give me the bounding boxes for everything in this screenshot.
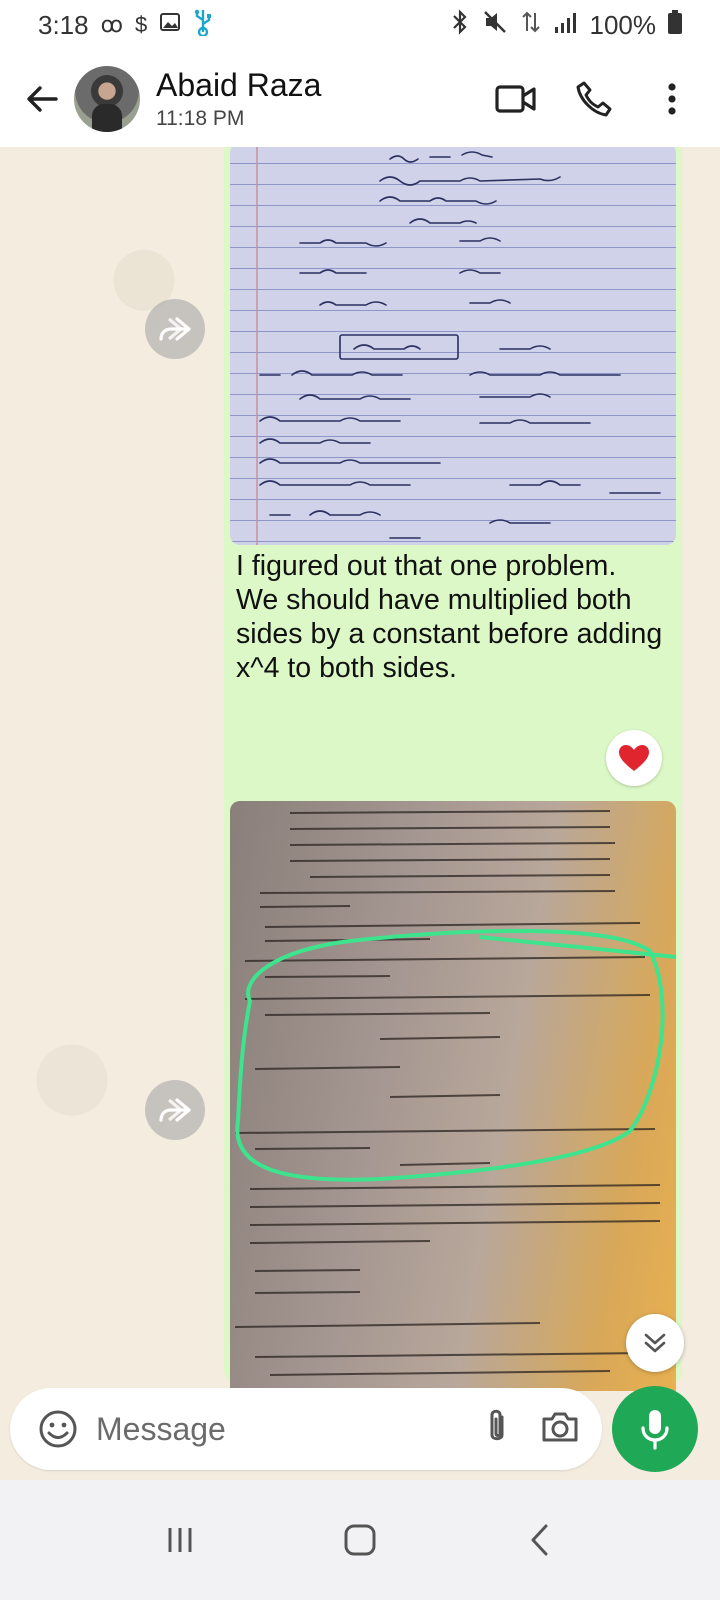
status-left <box>38 8 213 42</box>
textbook-page-image[interactable] <box>230 801 676 1391</box>
usb-icon <box>193 8 213 42</box>
system-navigation-bar <box>0 1480 720 1600</box>
voicemail-icon: ꝏ <box>100 12 124 37</box>
recent-apps-icon <box>165 1525 195 1555</box>
scroll-to-bottom-button[interactable] <box>626 1314 684 1372</box>
message-input[interactable] <box>96 1411 436 1448</box>
battery-level: 100% <box>589 9 656 40</box>
heart-icon <box>618 744 650 772</box>
camera-button[interactable] <box>540 1410 580 1449</box>
home-button[interactable] <box>325 1510 395 1570</box>
emoji-icon <box>38 1409 78 1449</box>
chat-area[interactable] <box>0 147 720 1480</box>
signal-icon <box>554 10 578 41</box>
mute-icon <box>482 9 508 42</box>
outgoing-message-image[interactable] <box>224 795 682 1385</box>
chat-header <box>0 50 720 147</box>
arrow-left-icon <box>24 81 60 117</box>
message-composer <box>10 1388 602 1470</box>
voice-message-button[interactable] <box>612 1386 698 1472</box>
phone-icon <box>575 80 613 118</box>
recent-apps-button[interactable] <box>145 1510 215 1570</box>
camera-icon <box>540 1410 580 1444</box>
heart-reaction[interactable] <box>606 730 662 786</box>
voice-call-button[interactable] <box>570 75 618 123</box>
double-chevron-down-icon <box>642 1330 668 1356</box>
system-back-button[interactable] <box>505 1510 575 1570</box>
avatar[interactable] <box>74 66 140 132</box>
handwritten-notes-image[interactable] <box>230 147 676 545</box>
status-time: 3:18 <box>38 9 89 40</box>
more-vertical-icon <box>667 82 677 116</box>
chevron-left-icon <box>528 1523 552 1557</box>
status-right <box>450 9 683 42</box>
bluetooth-icon <box>450 9 470 42</box>
dollar-icon: $ <box>135 12 148 37</box>
last-seen: 11:18 PM <box>156 106 245 130</box>
handwriting-scribbles <box>230 147 676 545</box>
data-transfer-icon <box>520 9 542 42</box>
home-icon <box>343 1523 377 1557</box>
composer-actions <box>482 1407 580 1452</box>
forward-icon <box>157 315 193 343</box>
forward-button[interactable] <box>145 299 205 359</box>
gallery-icon <box>159 11 181 39</box>
microphone-icon <box>639 1408 671 1450</box>
video-camera-icon <box>495 83 537 115</box>
emoji-button[interactable] <box>28 1399 88 1459</box>
header-actions <box>492 75 696 123</box>
outgoing-message-image-caption[interactable] <box>224 147 682 902</box>
paperclip-icon <box>482 1407 512 1447</box>
attach-button[interactable] <box>482 1407 512 1452</box>
battery-icon <box>668 10 682 41</box>
contact-name: Abaid Raza <box>156 66 322 103</box>
forward-icon <box>157 1096 193 1124</box>
back-button[interactable] <box>10 67 74 131</box>
forward-button[interactable] <box>145 1080 205 1140</box>
status-bar <box>0 0 720 50</box>
contact-info[interactable] <box>156 67 321 131</box>
more-options-button[interactable] <box>648 75 696 123</box>
message-caption: I figured out that one problem. We should have multiplied both sides by a constant before adding x^4 to both sides. <box>236 550 663 684</box>
printed-text-lines <box>230 801 676 1391</box>
video-call-button[interactable] <box>492 75 540 123</box>
